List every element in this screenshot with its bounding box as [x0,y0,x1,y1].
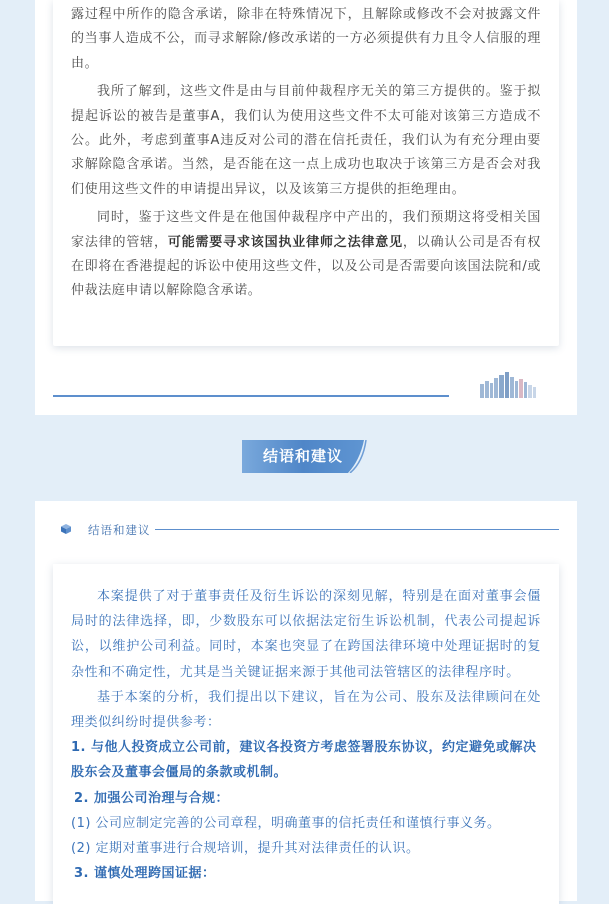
top-content-card [53,0,559,346]
footer-divider [53,395,449,397]
paragraph-recommendation-intro: 基于本案的分析，我们提出以下建议，旨在为公司、股东及法律顾问在处理类似纠纷时提供参考： [71,689,541,731]
foreign-law-highlight: 可能需要寻求该国执业律师之法律意见 [167,234,403,250]
bottom-content-card [53,564,559,904]
recommendation-item-2-2: (2) 定期对董事进行合规培训，提升其对法律责任的认识。 [71,841,420,857]
recommendation-item-3: 3. 谨慎处理跨国证据： [74,866,216,882]
paragraph-summary: 本案提供了对于董事责任及衍生诉讼的深刻见解，特别是在面对董事会僵局时的法律选择，即，少数股东可以依据法定衍生诉讼机制，代表公司提起诉讼，以维护公司利益。同时，本案也突显了在跨国法律环境中处理证据时的复杂性和不确定性，尤其是当关键证据来源于其他司法管辖区的法律程序时。 [71,589,541,680]
cube-icon [60,523,72,535]
paragraph-foreign-law [71,206,541,304]
recommendation-item-2: 2. 加强公司治理与合规： [74,790,230,806]
foreign-law-text-c: ，以确认公司是否有权在即将在香港提起的诉讼中使用这些文件，以及公司是否需要向该国法院和/或仲裁法庭申请以解除隐含承诺。 [71,234,541,299]
foreign-law-text-a: 同时，鉴于这些文件是在他国仲裁程序中产出的，我们预期这将受相关国家法律的管辖， [71,210,541,250]
section-rule [155,529,559,530]
bottom-card-body [71,584,541,886]
section-banner-label: 结语和建议 [262,447,343,465]
section-title: 结语和建议 [88,523,151,537]
paragraph-third-party-documents: 我所了解到，这些文件是由与目前仲裁程序无关的第三方提供的。鉴于拟提起诉讼的被告是董事A，我们认为使用这些文件不太可能对该第三方造成不公。此外，考虑到董事A违反对公司的潜在信托责任，我们认为有充分理由要求解除隐含承诺。当然，是否能在这一点上成功也取决于该第三方是否会对我们使用这些文件的申请提出异议，以及该第三方提供的拒绝理由。 [71,84,541,197]
recommendation-item-2-1: (1) 公司应制定完善的公司章程，明确董事的信托责任和谨慎行事义务。 [71,815,501,831]
recommendation-item-1: 1. 与他人投资成立公司前，建议各投资方考虑签署股东协议，约定避免或解决股东会及董事会僵局的条款或机制。 [71,740,537,781]
section-header [60,520,560,540]
top-card-body [71,0,541,304]
paragraph-implied-undertaking: 露过程中所作的隐含承诺，除非在特殊情况下，且解除或修改不会对披露文件的当事人造成不公，而寻求解除/修改承诺的一方必须提供有力且令人信服的理由。 [71,7,541,71]
city-skyline-icon [478,372,540,398]
